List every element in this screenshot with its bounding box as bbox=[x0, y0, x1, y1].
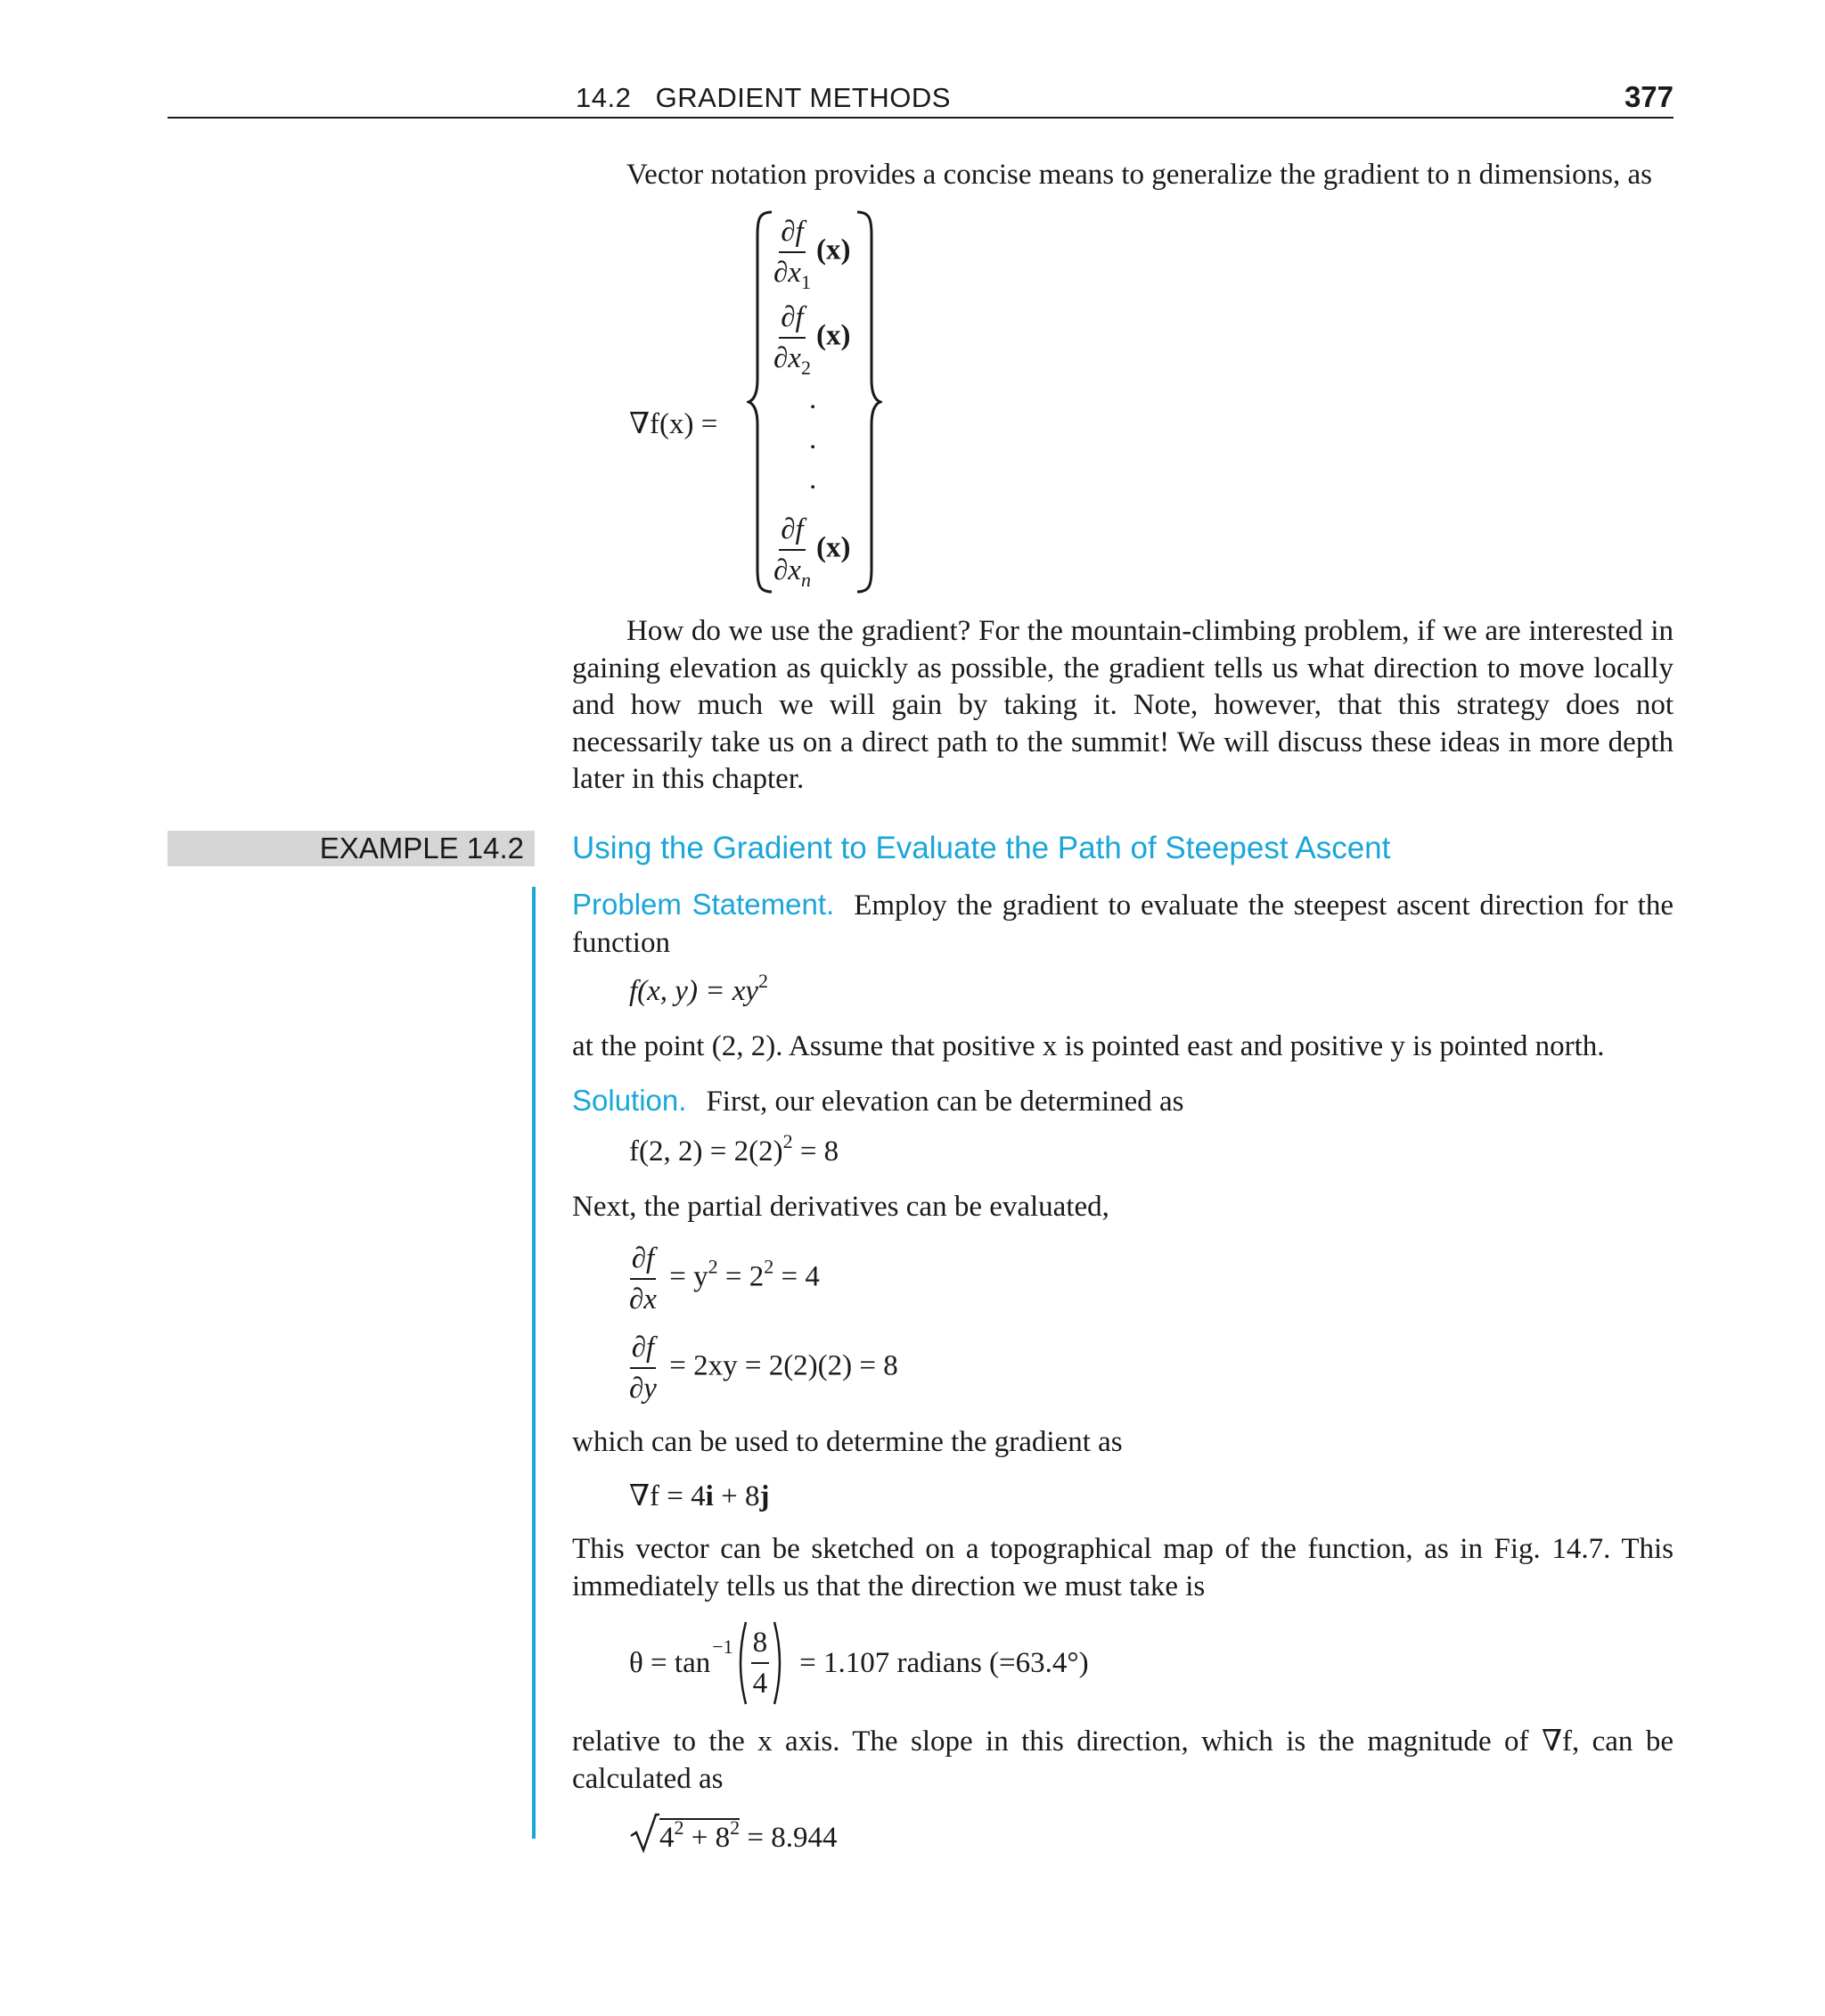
ellipsis-dot-1: . bbox=[809, 383, 817, 415]
gradient-use-paragraph: How do we use the gradient? For the mountain-climbing problem, if we are interested in gaining elevation as quickly as possible, the gradient tells us what direction to move locally and how much we will gain by taking it. Note, however, that this strategy does not necessarily take us on a direct path to the summit! We will discuss these ideas in more depth later in this chapter. bbox=[572, 615, 1674, 795]
function-equation: f(x, $y) = xy^2$ bbox=[629, 970, 769, 1007]
solution-intro: Solution. First, our elevation can be determined as bbox=[572, 1084, 1184, 1118]
running-head: 14.2 GRADIENT METHODS bbox=[576, 82, 951, 113]
page-number: 377 bbox=[1624, 80, 1674, 113]
example-label-text: EXAMPLE 14.2 bbox=[319, 832, 524, 865]
gradient-entry-1: $\frac{\partial f}{\partial x_1}$ (x) bbox=[768, 212, 850, 292]
right-brace bbox=[854, 210, 882, 594]
theta-equation: θ = tan $^{-1}$ $\frac{8}{4}$ = 1.107 radians (=63.4°) bbox=[629, 1620, 1089, 1706]
gradient-entry-n: $\frac{\partial f}{\partial x_n}$ (x) bbox=[768, 510, 850, 590]
problem-statement: Problem Statement. Employ the gradient to evaluate the steepest ascent direction for the function bbox=[572, 888, 1674, 959]
next-text: Next, the partial derivatives can be evaluated, bbox=[572, 1191, 1109, 1223]
magnitude-equation: $4^2 + 8^2 = 8.944$ bbox=[629, 1813, 838, 1855]
example-title: Using the Gradient to Evaluate the Path of Steepest Ascent bbox=[572, 831, 1391, 865]
ellipsis-dot-2: . bbox=[809, 423, 817, 455]
elevation-equation: f(2, $2) = 2(2)^2 = 8$ bbox=[629, 1130, 839, 1168]
partial-y-equation: $\frac{\partial f}{\partial y}$ = 2xy = 2(2)(2) = 8 bbox=[624, 1328, 898, 1408]
which-text: which can be used to determine the gradient as bbox=[572, 1426, 1123, 1458]
gradient-entry-2: $\frac{\partial f}{\partial x_2}$ (x) bbox=[768, 298, 850, 378]
sketch-text: This vector can be sketched on a topographical map of the function, as in Fig. 14.7. This immediately tells us that the direction we must take is bbox=[572, 1533, 1674, 1602]
ellipsis-dot-3: . bbox=[809, 463, 817, 496]
example-accent-bar bbox=[532, 887, 536, 1839]
partial-x-equation: $\frac{\partial f}{\partial x}$ = $y^2 = 2^2 = 4$ bbox=[624, 1239, 820, 1319]
relative-text: relative to the x axis. The slope in this direction, which is the magnitude of ∇f, can be calculated as bbox=[572, 1725, 1674, 1795]
gradient-result: ∇f = 4i + 8j bbox=[629, 1480, 770, 1512]
gradient-lhs: ∇f(x) = bbox=[629, 408, 718, 440]
intro-text: Vector notation provides a concise means to generalize the gradient to n dimensions, as bbox=[626, 159, 1652, 191]
point-text: at the point (2, 2). Assume that positive x is pointed east and positive y is pointed north. bbox=[572, 1030, 1605, 1062]
sqrt-sign bbox=[629, 1813, 659, 1854]
header-rule bbox=[168, 117, 1674, 119]
paren-left bbox=[733, 1620, 748, 1706]
paren-right bbox=[773, 1620, 787, 1706]
